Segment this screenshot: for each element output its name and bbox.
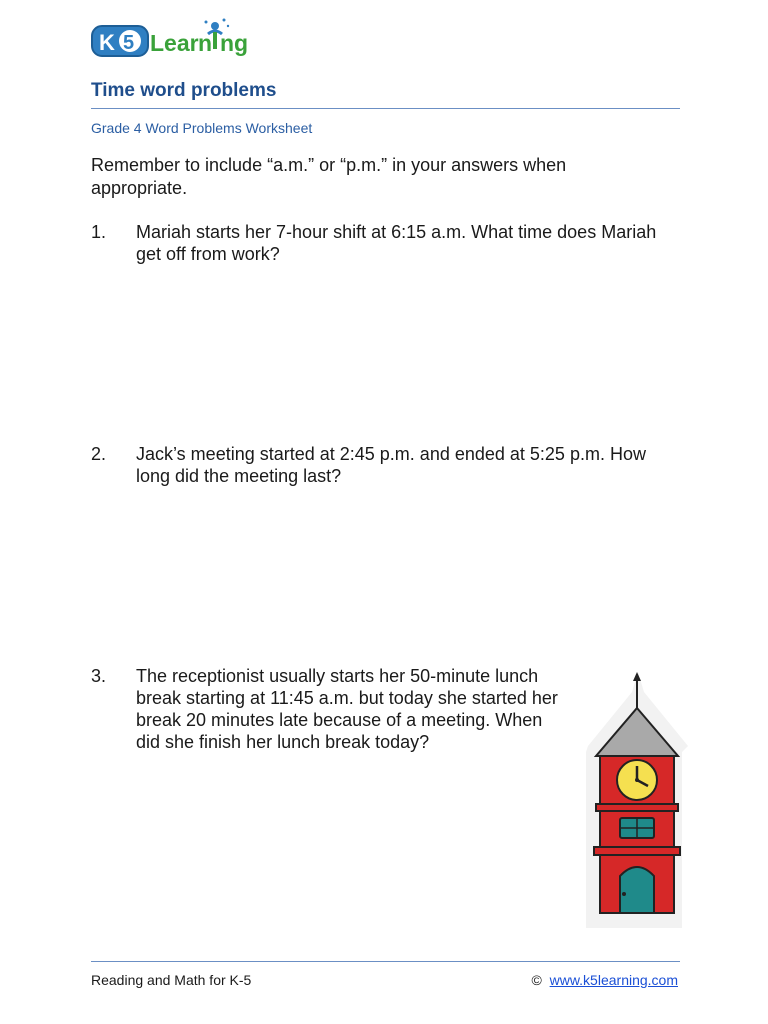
page-title: Time word problems — [91, 80, 277, 101]
svg-text:5: 5 — [123, 32, 135, 54]
question-text: Jack’s meeting started at 2:45 p.m. and ended at 5:25 p.m. How long did the meeting last? — [136, 444, 646, 486]
question-number: 3. — [91, 666, 107, 686]
footer-divider — [91, 961, 680, 962]
question-text: Mariah starts her 7-hour shift at 6:15 a.m. What time does Mariah get off from work? — [136, 222, 657, 264]
header-divider — [91, 108, 680, 109]
k5-learning-logo — [90, 14, 260, 62]
clock-tower-icon — [582, 672, 694, 928]
svg-text:ng: ng — [220, 30, 249, 56]
svg-text:Lear: Lear — [150, 30, 199, 56]
copyright-symbol: © — [531, 972, 542, 988]
website-link[interactable]: www.k5learning.com — [549, 972, 678, 988]
footer-copyright — [532, 972, 679, 988]
footer-tagline: Reading and Math for K-5 — [91, 972, 252, 988]
question-number: 1. — [91, 222, 107, 242]
question-number: 2. — [91, 444, 107, 464]
instructions-text: Remember to include “a.m.” or “p.m.” in your answers when appropriate. — [91, 155, 567, 198]
worksheet-subtitle: Grade 4 Word Problems Worksheet — [91, 120, 313, 136]
svg-text:n: n — [198, 30, 213, 56]
question-text: The receptionist usually starts her 50-minute lunch break starting at 11:45 a.m. but today she started her break 20 minutes late because of a meeting. When did she finish her lunch break today? — [136, 666, 558, 752]
svg-text:K: K — [99, 30, 115, 55]
